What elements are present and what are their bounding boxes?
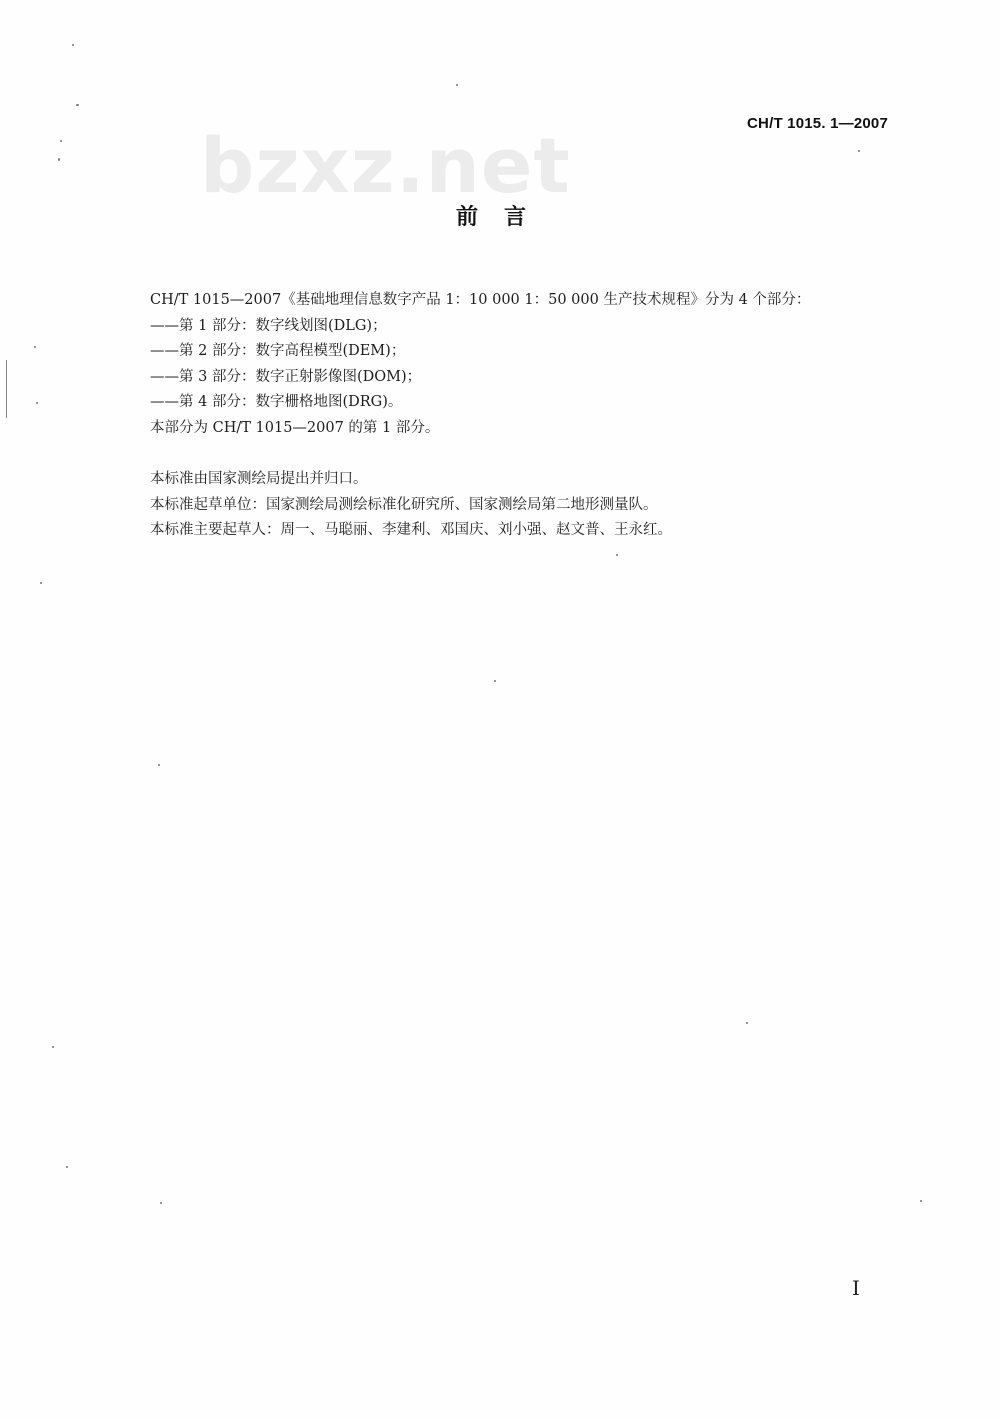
scan-speck xyxy=(746,1022,748,1024)
scan-edge-line xyxy=(6,360,7,418)
page-number: I xyxy=(852,1276,860,1300)
part-item-4: ——第 4 部分：数字栅格地图(DRG)。 xyxy=(150,394,403,410)
scan-speck xyxy=(60,140,62,142)
part-statement: 本部分为 CH/T 1015—2007 的第 1 部分。 xyxy=(150,419,440,436)
scan-speck xyxy=(858,150,860,152)
page-title: 前言 xyxy=(455,205,552,230)
proposed-by: 本标准由国家测绘局提出并归口。 xyxy=(150,471,368,487)
scan-speck xyxy=(52,1046,54,1048)
drafters: 本标准主要起草人：周一、马聪丽、李建利、邓国庆、刘小强、赵文普、王永红。 xyxy=(150,522,672,538)
part-item-3: ——第 3 部分：数字正射影像图(DOM)； xyxy=(150,368,422,385)
intro-line: CH/T 1015—2007《基础地理信息数字产品 1：10 000 1：50 000 生产技术规程》分为 4 个部分： xyxy=(150,292,811,308)
scan-speck xyxy=(160,1202,162,1204)
scan-speck xyxy=(66,1166,68,1168)
scan-speck xyxy=(920,1200,922,1202)
scan-speck xyxy=(76,104,79,106)
scan-speck xyxy=(616,554,618,556)
paragraph-gap xyxy=(150,441,890,467)
scan-speck xyxy=(72,44,74,46)
scan-speck xyxy=(34,346,36,348)
scan-speck xyxy=(36,402,38,404)
watermark: bzxz.net xyxy=(200,121,571,210)
scan-speck xyxy=(494,680,496,682)
drafting-units: 本标准起草单位：国家测绘局测绘标准化研究所、国家测绘局第二地形测量队。 xyxy=(150,496,658,513)
part-item-2: ——第 2 部分：数字高程模型(DEM)； xyxy=(150,343,406,359)
scan-speck xyxy=(456,84,458,86)
scan-speck xyxy=(40,582,42,584)
part-item-1: ——第 1 部分：数字线划图(DLG)； xyxy=(150,317,387,334)
standard-code: CH/T 1015. 1—2007 xyxy=(747,115,888,132)
preface-body xyxy=(150,288,890,544)
scan-speck xyxy=(158,764,160,766)
scan-speck xyxy=(58,158,60,161)
